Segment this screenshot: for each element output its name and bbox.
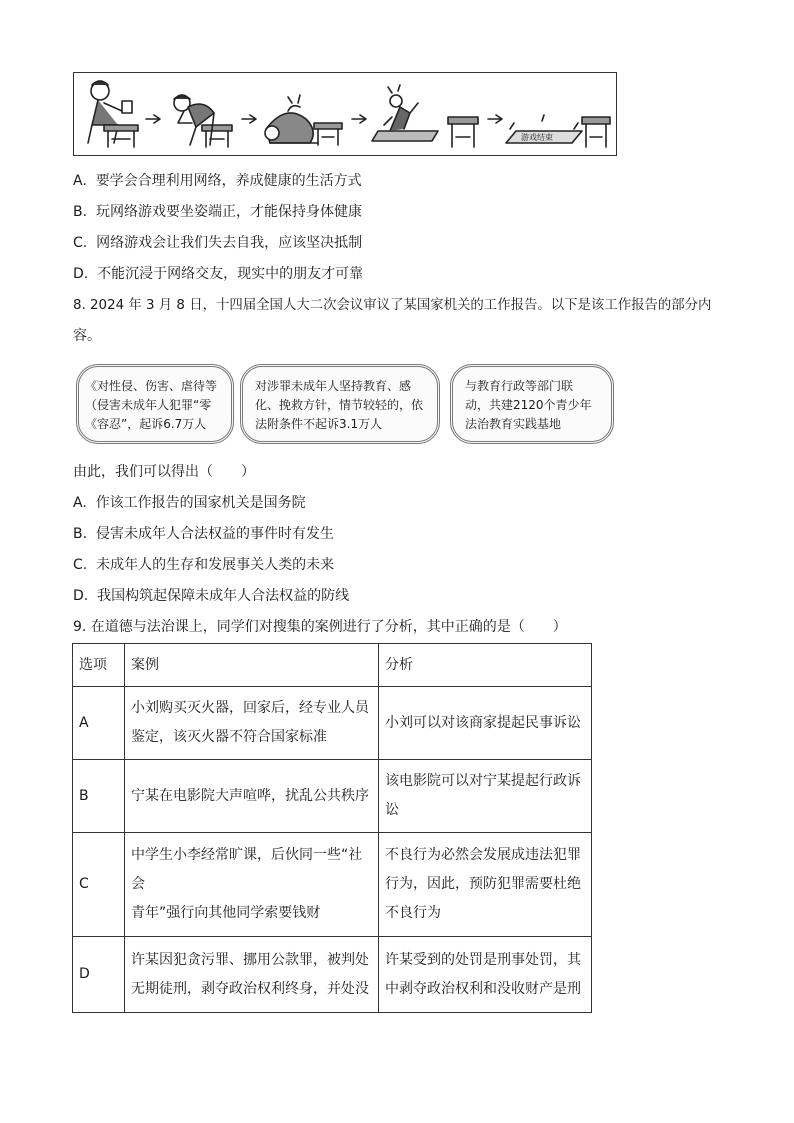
q8-stem-line1: 8. 2024 年 3 月 8 日，十四届全国人大二次会议审议了某国家机关的工作报告。以下是该工作报告的部分内: [73, 298, 712, 313]
q7-comic-strip: [73, 72, 617, 156]
figure-on-mat-icon: [372, 85, 438, 141]
row-case: 小刘购买灭火器，回家后，经专业人员 鉴定，该灭火器不符合国家标准: [125, 687, 379, 760]
q9-case-table: [72, 643, 592, 1013]
game-over-label: 游戏结束: [521, 133, 553, 142]
table-row: [73, 833, 592, 937]
row-case: 宁某在电影院大声喧哗，扰乱公共秩序: [125, 760, 379, 833]
row-case: 许某因犯贪污罪、挪用公款罪，被判处 无期徒刑，剥夺政治权利终身，并处没: [125, 937, 379, 1013]
q8-option-d: D. 我国构筑起保障未成年人合法权益的防线: [73, 588, 350, 604]
row-option: C: [73, 833, 125, 937]
stool-icon: [582, 117, 610, 147]
table-row: [73, 760, 592, 833]
row-option: D: [73, 937, 125, 1013]
table-header-row: [73, 644, 592, 687]
header-option: 选项: [73, 644, 125, 687]
table-row: [73, 687, 592, 760]
q7-option-c: C. 网络游戏会让我们失去自我，应该坚决抵制: [73, 235, 363, 251]
row-option: A: [73, 687, 125, 760]
q8-option-a: A. 作该工作报告的国家机关是国务院: [73, 495, 306, 511]
row-analysis: 小刘可以对该商家提起民事诉讼: [379, 687, 592, 760]
q7-option-d: D. 不能沉浸于网络交友，现实中的朋友才可靠: [73, 266, 364, 282]
table-row: [73, 937, 592, 1013]
arrow-icon: [352, 115, 366, 123]
header-analysis: 分析: [379, 644, 592, 687]
row-analysis: 许某受到的处罚是刑事处罚，其 中剥夺政治权利和没收财产是刑: [379, 937, 592, 1013]
row-analysis: 该电影院可以对宁某提起行政诉 讼: [379, 760, 592, 833]
header-case: 案例: [125, 644, 379, 687]
report-scroll-2: 对涉罪未成年人坚持教育、感 化、挽救方针，情节较轻的，依 法附条件不起诉3.1万人: [240, 364, 440, 444]
report-scroll-1: 《对性侵、伤害、虐待等 （侵害未成年人犯罪“零 《容忍”，起诉6.7万人: [76, 364, 234, 444]
row-option: B: [73, 760, 125, 833]
q8-stem-line2: 容。: [73, 328, 101, 344]
row-case: 中学生小李经常旷课，后伙同一些“社会 青年”强行向其他同学索要钱财: [125, 833, 379, 937]
arrow-icon: [488, 115, 502, 123]
figure-collapsing-icon: [265, 95, 342, 145]
figure-sitting-icon: [88, 81, 138, 147]
q9-stem: 9. 在道德与法治课上，同学们对搜集的案例进行了分析，其中正确的是（ ）: [73, 619, 567, 635]
arrow-icon: [146, 115, 160, 123]
row-analysis: 不良行为必然会发展成违法犯罪 行为，因此，预防犯罪需要杜绝 不良行为: [379, 833, 592, 937]
stool-icon: [448, 117, 478, 147]
q8-option-c: C. 未成年人的生存和发展事关人类的未来: [73, 557, 335, 573]
q7-option-a: A. 要学会合理利用网络，养成健康的生活方式: [73, 173, 362, 189]
q7-option-b: B. 玩网络游戏要坐姿端正，才能保持身体健康: [73, 204, 362, 220]
figure-hunched-icon: [174, 95, 232, 147]
arrow-icon: [242, 115, 256, 123]
q8-ask: 由此，我们可以得出（ ）: [73, 464, 255, 480]
report-scroll-3: 与教育行政等部门联 动，共建2120个青少年 法治教育实践基地: [450, 364, 614, 444]
q8-option-b: B. 侵害未成年人合法权益的事件时有发生: [73, 526, 334, 542]
